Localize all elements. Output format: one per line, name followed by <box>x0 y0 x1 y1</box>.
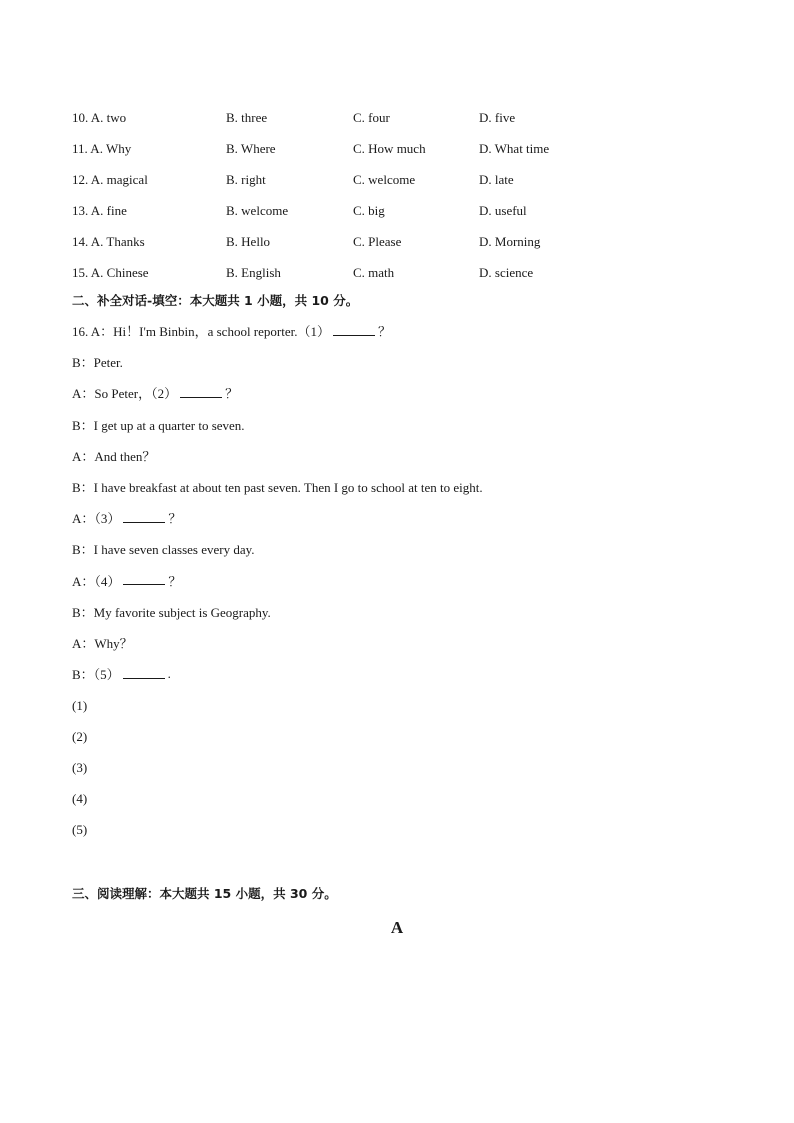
answer-item: (2) <box>72 728 88 744</box>
option-d: D. science <box>479 264 534 280</box>
dialog-punct: ？ <box>377 324 391 340</box>
dialog-line <box>72 315 483 346</box>
dialog-line <box>72 627 483 658</box>
option-b: B. English <box>226 264 281 280</box>
dialog-line <box>72 565 483 596</box>
dialog-text: B：My favorite subject is Geography. <box>72 604 271 620</box>
dialog-line <box>72 409 483 440</box>
option-a: 11. A. Why <box>72 140 132 156</box>
dialog-punct: ？ <box>168 511 182 527</box>
dialog-punct: ？ <box>168 573 182 589</box>
option-d: D. late <box>479 171 514 187</box>
answer-item: (4) <box>72 791 88 807</box>
option-b: B. Hello <box>226 233 271 249</box>
option-c: C. Please <box>353 233 402 249</box>
dialog-text: B：I get up at a quarter to seven. <box>72 417 245 433</box>
option-b: B. welcome <box>226 202 289 218</box>
dialog-line <box>72 502 483 533</box>
option-c: C. How much <box>353 140 426 156</box>
section-title: 三、阅读理解：本大题共 15 小题，共 30 分。 <box>72 886 337 901</box>
answer-blank <box>333 334 375 336</box>
answer-blank <box>123 583 165 585</box>
option-c: C. welcome <box>353 171 416 187</box>
option-d: D. five <box>479 109 516 125</box>
option-row <box>72 195 599 226</box>
answer-blank <box>123 677 165 679</box>
answer-item: (1) <box>72 697 88 713</box>
dialog-punct: ？ <box>225 386 239 402</box>
dialog-text: A：（3） <box>72 511 121 527</box>
option-a: 14. A. Thanks <box>72 233 145 249</box>
option-d: D. What time <box>479 140 550 156</box>
dialog-line <box>72 471 483 502</box>
option-c: C. four <box>353 109 390 125</box>
option-row <box>72 164 599 195</box>
option-a: 10. A. two <box>72 109 127 125</box>
option-row <box>72 226 599 257</box>
section-title: 二、补全对话-填空：本大题共 1 小题，共 10 分。 <box>72 293 359 308</box>
dialog-text: A：And then？ <box>72 448 156 464</box>
dialog-text: A：So Peter，（2） <box>72 386 178 402</box>
answer-item: (3) <box>72 759 88 775</box>
answer-blank <box>180 396 222 398</box>
dialog-text: B：（5） <box>72 667 120 683</box>
answer-item: (5) <box>72 822 88 838</box>
option-a: 15. A. Chinese <box>72 264 149 280</box>
dialog-line <box>72 440 483 471</box>
dialog-text: A：（4） <box>72 573 121 589</box>
dialog-text: 16. A：Hi！I'm Binbin，a school reporter.（1） <box>72 324 330 340</box>
option-b: B. Where <box>226 140 276 156</box>
dialog-text: B：I have breakfast at about ten past seven. Then I go to school at ten to eight. <box>72 480 483 496</box>
dialog-line <box>72 658 483 689</box>
answer-blank <box>123 521 165 523</box>
dialog-line <box>72 533 483 564</box>
option-b: B. right <box>226 171 266 187</box>
dialog-text: B：Peter. <box>72 355 123 371</box>
dialog-line <box>72 346 483 377</box>
option-row <box>72 133 599 164</box>
options-table <box>72 102 599 288</box>
dialog-text: B：I have seven classes every day. <box>72 542 255 558</box>
dialog-text: A：Why？ <box>72 635 133 651</box>
option-row <box>72 102 599 133</box>
answer-list <box>72 690 87 846</box>
dialog-line <box>72 377 483 408</box>
option-c: C. big <box>353 202 385 218</box>
option-row <box>72 257 599 288</box>
option-d: D. useful <box>479 202 527 218</box>
option-c: C. math <box>353 264 395 280</box>
option-d: D. Morning <box>479 233 541 249</box>
dialog-line <box>72 596 483 627</box>
option-b: B. three <box>226 109 268 125</box>
option-a: 13. A. fine <box>72 202 127 218</box>
option-a: 12. A. magical <box>72 171 148 187</box>
dialog <box>72 315 483 689</box>
dialog-punct: . <box>167 665 171 681</box>
passage-label: A <box>390 918 404 937</box>
